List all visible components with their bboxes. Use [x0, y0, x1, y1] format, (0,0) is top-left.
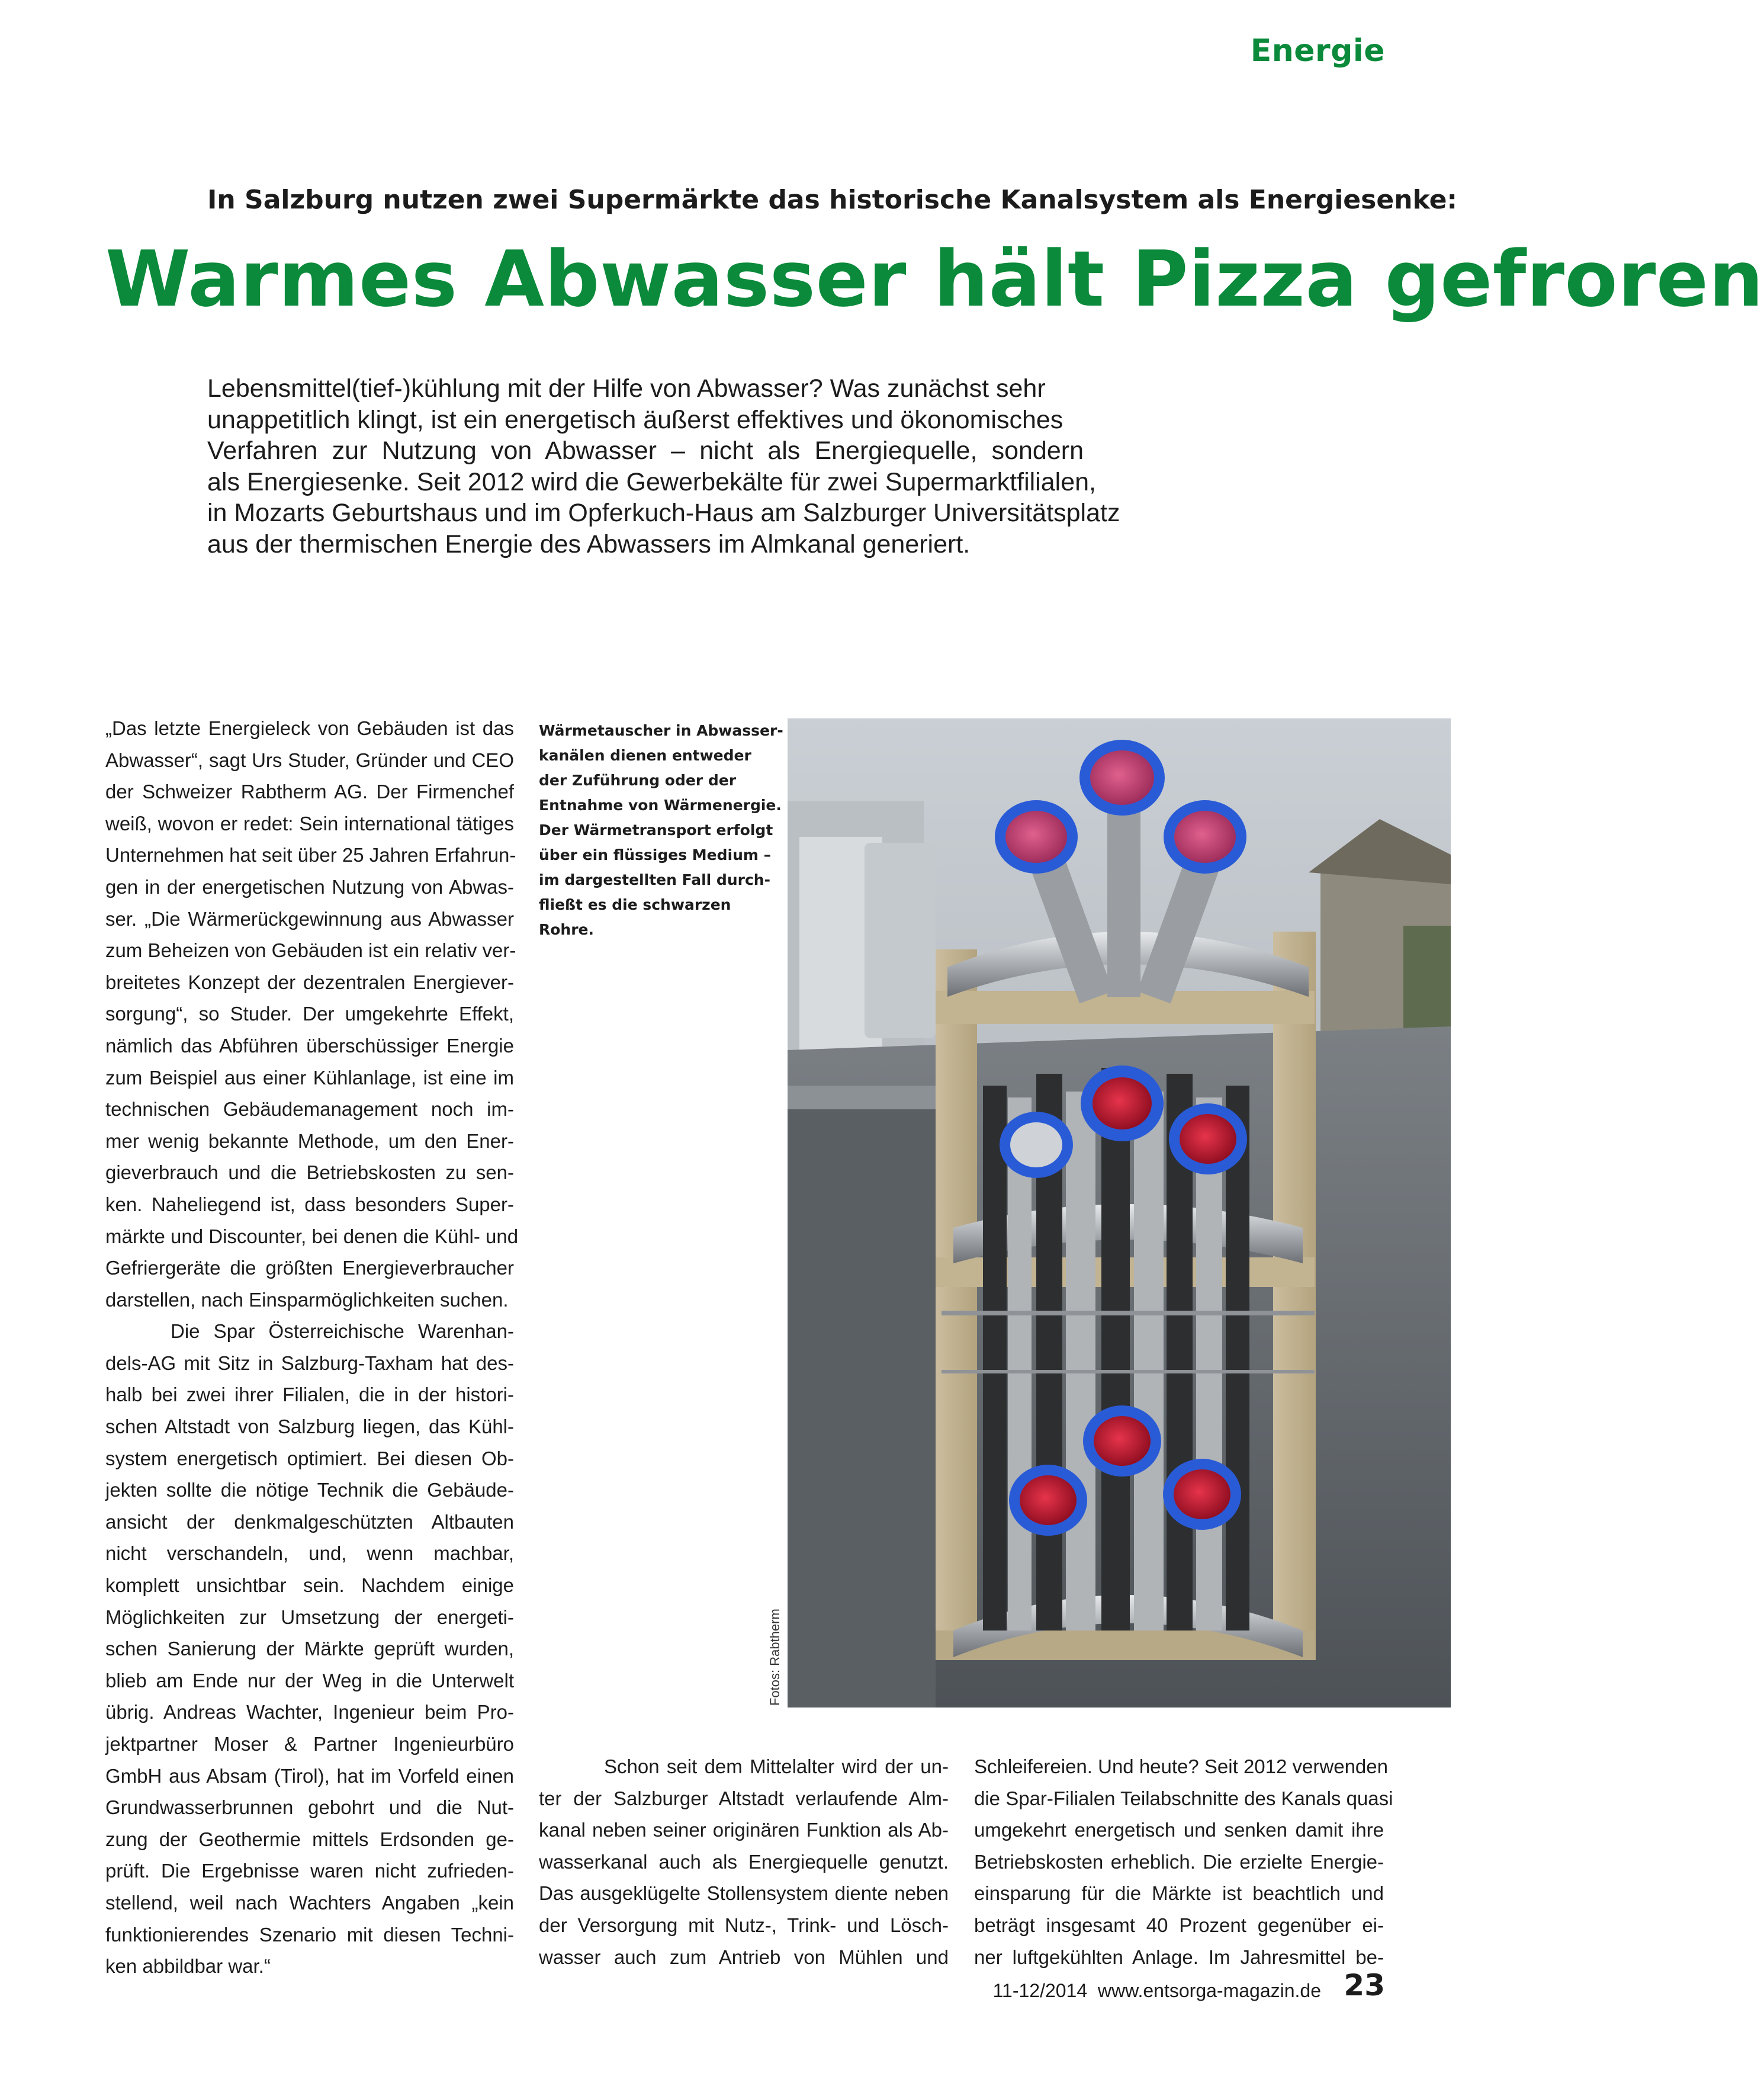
- article-lead: [207, 373, 1120, 560]
- body-line: breitetes Konzept der dezentralen Energiever-: [105, 971, 514, 993]
- body-line: blieb am Ende nur der Weg in die Unterwelt: [105, 1669, 514, 1692]
- body-line: Die Spar Österreichische Warenhan-: [171, 1320, 514, 1343]
- body-line: ter der Salzburger Altstadt verlaufende Alm-: [539, 1787, 949, 1809]
- photo-credit: Fotos: Rabtherm: [767, 1609, 782, 1706]
- body-line: die Spar-Filialen Teilabschnitte des Kanals quasi: [974, 1787, 1393, 1809]
- body-line: technischen Gebäudemanagement noch im-: [105, 1098, 514, 1121]
- body-line: komplett unsichtbar sein. Nachdem einige: [105, 1574, 514, 1597]
- body-line: Möglichkeiten zur Umsetzung der energeti-: [105, 1606, 514, 1628]
- caption-line: im dargestellten Fall durch-: [539, 871, 770, 888]
- lead-line: als Energiesenke. Seit 2012 wird die Gewerbekälte für zwei Supermarktfilialen,: [207, 467, 1096, 496]
- body-line: sorgung“, so Studer. Der umgekehrte Effekt,: [105, 1003, 514, 1025]
- body-line: jektpartner Moser & Partner Ingenieurbüro: [105, 1733, 514, 1755]
- body-line: nicht verschandeln, und, wenn machbar,: [105, 1542, 514, 1565]
- body-line: der Schweizer Rabtherm AG. Der Firmenchef: [105, 781, 514, 803]
- body-line: Gefriergeräte die größten Energieverbraucher: [105, 1257, 514, 1279]
- body-line: Schon seit dem Mittelalter wird der un-: [604, 1755, 949, 1777]
- caption-line: Der Wärmetransport erfolgt: [539, 821, 773, 839]
- body-line: Unternehmen hat seit über 25 Jahren Erfahrun-: [105, 844, 516, 866]
- body-line: prüft. Die Ergebnisse waren nicht zufrieden-: [105, 1860, 514, 1882]
- body-line: ken. Naheliegend ist, dass besonders Super-: [105, 1193, 514, 1215]
- body-line: Schleifereien. Und heute? Seit 2012 verwenden: [974, 1755, 1388, 1777]
- body-line: jekten sollte die nötige Technik die Gebäude-: [105, 1479, 514, 1501]
- caption-line: der Zuführung oder der: [539, 772, 737, 789]
- lead-line: Lebensmittel(tief-)kühlung mit der Hilfe von Abwasser? Was zunächst sehr: [207, 374, 1046, 403]
- body-line: GmbH aus Absam (Tirol), hat im Vorfeld einen: [105, 1764, 514, 1787]
- body-line: wasserkanal auch als Energiequelle genutzt.: [539, 1850, 949, 1873]
- caption-line: über ein flüssiges Medium –: [539, 846, 772, 864]
- body-line: zung der Geothermie mittels Erdsonden ge-: [105, 1828, 514, 1850]
- body-line: wasser auch zum Antrieb von Mühlen und: [539, 1946, 949, 1968]
- body-line: ner luftgekühlten Anlage. Im Jahresmittel be-: [974, 1946, 1384, 1968]
- body-line: dels-AG mit Sitz in Salzburg-Taxham hat des-: [105, 1352, 514, 1374]
- caption-line: Wärmetauscher in Abwasser-: [539, 722, 783, 739]
- caption-line: fließt es die schwarzen: [539, 896, 731, 913]
- page-footer: [993, 1980, 1321, 2002]
- issue-number: 11-12/2014: [992, 1980, 1088, 2001]
- body-line: der Versorgung mit Nutz-, Trink- und Lösch-: [539, 1914, 949, 1936]
- lead-line: in Mozarts Geburtshaus und im Opferkuch-Haus am Salzburger Universitätsplatz: [207, 499, 1120, 527]
- page-number: 23: [1344, 1968, 1385, 2002]
- body-line: beträgt insgesamt 40 Prozent gegenüber ei-: [974, 1914, 1384, 1936]
- lead-line: Verfahren zur Nutzung von Abwasser – nicht als Energiequelle, sondern: [207, 437, 1084, 465]
- body-line: „Das letzte Energieleck von Gebäuden ist das: [105, 717, 514, 739]
- body-line: gen in der energetischen Nutzung von Abwas-: [105, 875, 514, 898]
- body-column-3: [974, 1751, 1393, 1973]
- body-line: übrig. Andreas Wachter, Ingenieur beim Pro-: [105, 1701, 514, 1723]
- article-kicker: In Salzburg nutzen zwei Supermärkte das historische Kanalsystem als Energiesenke:: [207, 185, 1458, 215]
- body-line: halb bei zwei ihrer Filialen, die in der histori-: [105, 1384, 514, 1406]
- photo-caption: [539, 718, 783, 942]
- lead-line: aus der thermischen Energie des Abwassers im Almkanal generiert.: [207, 529, 971, 559]
- body-line: Betriebskosten erheblich. Die erzielte Energie-: [974, 1850, 1384, 1873]
- body-line: mer wenig bekannte Methode, um den Ener-: [105, 1129, 514, 1152]
- body-line: darstellen, nach Einsparmöglichkeiten suchen.: [105, 1288, 509, 1311]
- heat-exchanger-photo: [788, 718, 1451, 1708]
- body-line: nämlich das Abführen überschüssiger Energie: [105, 1034, 514, 1057]
- body-line: funktionierendes Szenario mit diesen Techni-: [105, 1923, 514, 1946]
- body-line: schen Altstadt von Salzburg liegen, das Kühl-: [105, 1416, 514, 1438]
- body-line: weiß, wovon er redet: Sein international tätiges: [105, 812, 514, 835]
- article-headline: Warmes Abwasser hält Pizza gefroren: [105, 234, 1764, 324]
- body-line: Abwasser“, sagt Urs Studer, Gründer und CEO: [105, 749, 514, 771]
- caption-line: Rohre.: [539, 921, 595, 938]
- body-line: schen Sanierung der Märkte geprüft wurden,: [105, 1638, 514, 1660]
- body-line: zum Beheizen von Gebäuden ist ein relativ ver-: [105, 939, 516, 962]
- lead-line: unappetitlich klingt, ist ein energetisch äußerst effektives und ökonomisches: [207, 405, 1063, 434]
- body-line: stellend, weil nach Wachters Angaben „kein: [105, 1891, 514, 1914]
- body-line: system energetisch optimiert. Bei diesen Ob-: [105, 1447, 514, 1469]
- body-line: märkte und Discounter, bei denen die Kühl- und: [105, 1225, 519, 1247]
- caption-line: kanälen dienen entweder: [539, 747, 751, 764]
- body-line: ken abbildbar war.“: [105, 1955, 271, 1978]
- magazine-url[interactable]: www.entsorga-magazin.de: [1097, 1980, 1321, 2001]
- body-column-2: [539, 1751, 949, 1973]
- caption-line: Entnahme von Wärmenergie.: [539, 797, 782, 814]
- body-line: Das ausgeklügelte Stollensystem diente neben: [539, 1882, 949, 1905]
- section-label: Energie: [1250, 33, 1385, 69]
- body-line: einsparung für die Märkte ist beachtlich und: [974, 1882, 1384, 1905]
- body-line: ansicht der denkmalgeschützten Altbauten: [105, 1510, 514, 1533]
- body-line: zum Beispiel aus einer Kühlanlage, ist eine im: [105, 1066, 514, 1089]
- body-line: Grundwasserbrunnen gebohrt und die Nut-: [105, 1796, 514, 1819]
- body-line: umgekehrt energetisch und senken damit ihre: [974, 1819, 1384, 1841]
- body-line: kanal neben seiner originären Funktion als Ab-: [539, 1819, 949, 1841]
- body-line: gieverbrauch und die Betriebskosten zu sen-: [105, 1161, 514, 1184]
- body-line: ser. „Die Wärmerückgewinnung aus Abwasser: [105, 907, 514, 930]
- body-column-1: [105, 712, 519, 1982]
